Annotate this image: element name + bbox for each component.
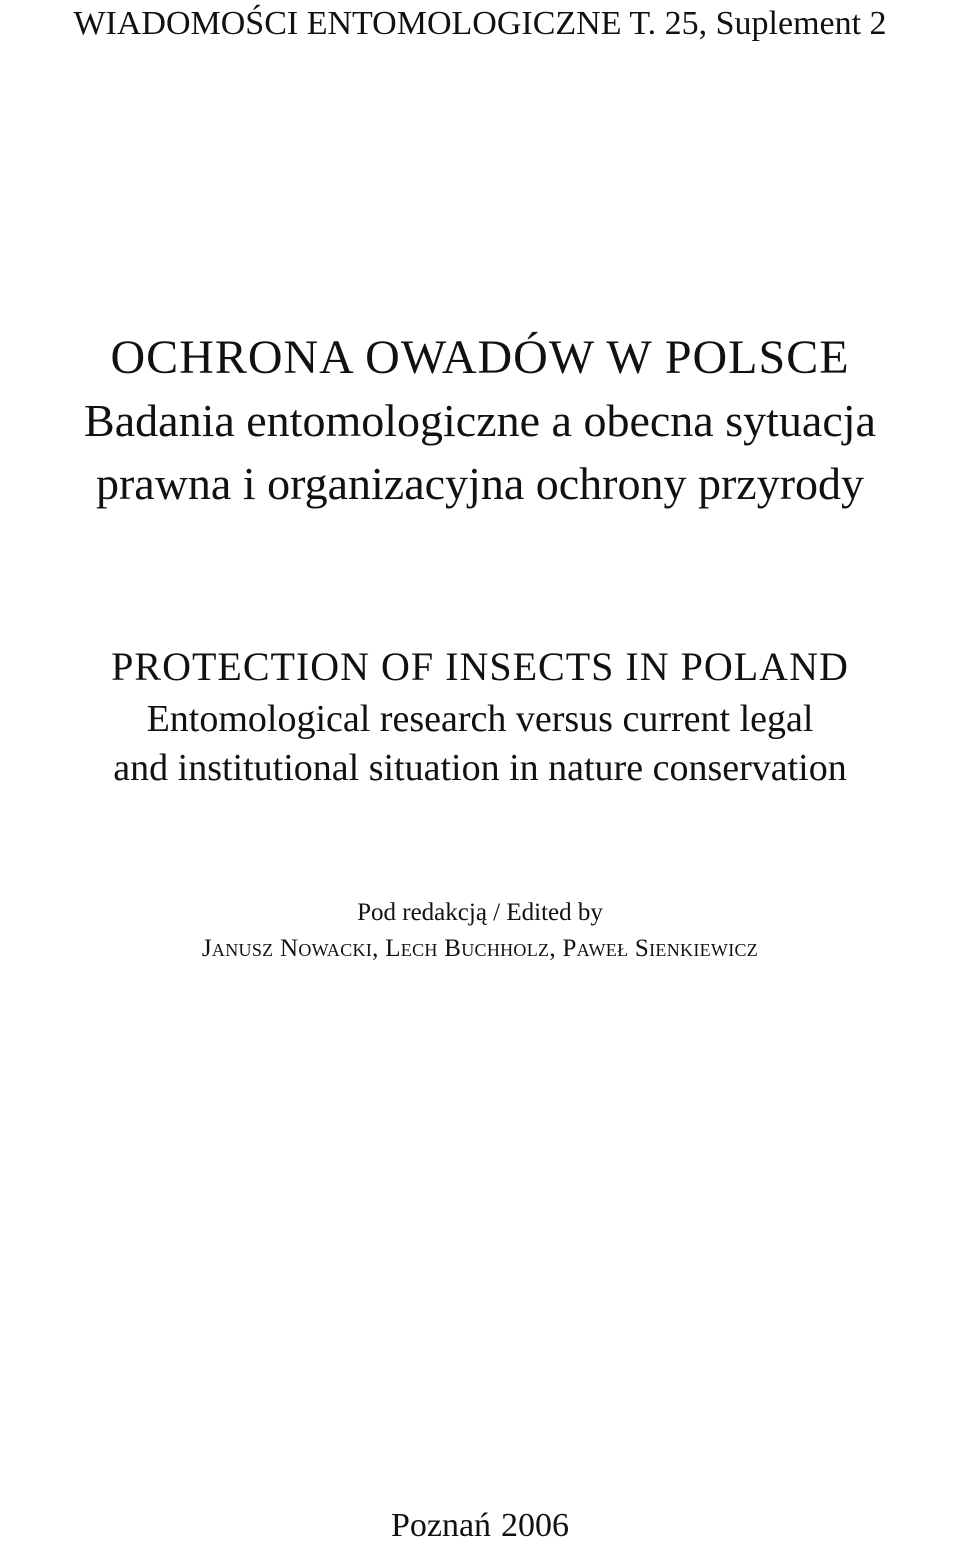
imprint — [0, 1506, 960, 1546]
polish-subtitle-line-1: Badania entomologiczne a obecna sytuacja — [84, 395, 876, 446]
edited-by-label: Pod redakcją / Edited by — [357, 899, 603, 926]
editor-name: Janusz Nowacki — [201, 935, 373, 962]
imprint-place: Poznań — [390, 1507, 492, 1544]
imprint-year: 2006 — [501, 1507, 570, 1544]
english-title: PROTECTION OF INSECTS IN POLAND — [111, 644, 849, 689]
editor-name: Paweł Sienkiewicz — [562, 935, 759, 962]
series-header: WIADOMOŚCI ENTOMOLOGICZNE T. 25, Suplement 2 — [73, 5, 887, 42]
polish-subtitle-line-2: prawna i organizacyjna ochrony przyrody — [95, 458, 865, 509]
english-subtitle-line-2: and institutional situation in nature conservation — [113, 747, 847, 789]
polish-title: OCHRONA OWADÓW W POLSCE — [110, 331, 850, 384]
editors-list: Janusz Nowacki, Lech Buchholz, Paweł Sienkiewicz — [201, 935, 759, 962]
editor-name: Lech Buchholz — [385, 935, 550, 962]
english-subtitle-line-1: Entomological research versus current legal — [146, 698, 814, 740]
